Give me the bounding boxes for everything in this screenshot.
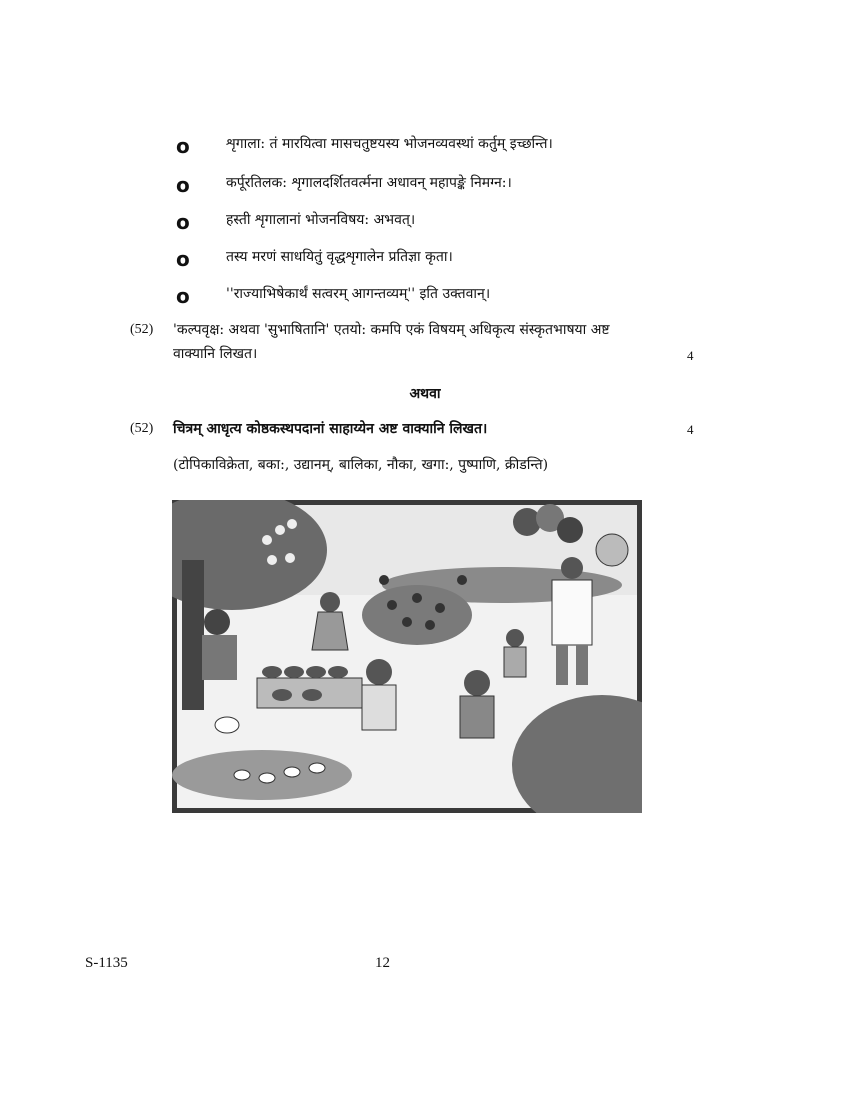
or-divider: अथवा: [409, 386, 441, 402]
question-number: (52): [130, 322, 154, 337]
bullet-text-2: कर्पूरतिलक: शृगालदर्शितवर्त्मना अधावन् महापङ्के निमग्न:।: [226, 175, 512, 191]
bullet-text-1: शृगाला: तं मारयित्वा मासचतुष्टयस्य भोजनव्यवस्थां कर्तुम् इच्छन्ति।: [226, 136, 553, 152]
bullet-marker: o: [176, 173, 190, 197]
word-bank: (टोपिकाविक्रेता, बका:, उद्यानम्, बालिका, नौका, खगा:, पुष्पाणि, क्रीडन्ति): [173, 457, 549, 473]
page-number: 12: [375, 955, 390, 971]
question-marks: 4: [687, 348, 694, 363]
paper-code: S-1135: [85, 955, 128, 971]
park-scene-illustration: [172, 500, 642, 813]
bullet-text-4: तस्य मरणं साधयितुं वृद्धशृगालेन प्रतिज्ञा कृता।: [226, 249, 453, 265]
bullet-marker: o: [176, 284, 190, 308]
bullet-text-3: हस्ती शृगालानां भोजनविषय: अभवत्।: [226, 212, 416, 228]
question-text-line1: 'कल्पवृक्ष: अथवा 'सुभाषितानि' एतयो: कमपि एकं विषयम् अधिकृत्य संस्कृतभाषया अष्ट: [173, 322, 610, 338]
question-number: (52): [130, 421, 154, 436]
question-text: चित्रम् आधृत्य कोष्ठकस्थपदानां साहाय्येन अष्ट वाक्यानि लिखत।: [173, 421, 488, 437]
question-marks: 4: [687, 422, 694, 437]
bullet-marker: o: [176, 247, 190, 271]
bullet-text-5: ''राज्याभिषेकार्थं सत्वरम् आगन्तव्यम्'' इति उक्तवान्।: [226, 286, 491, 302]
bullet-marker: o: [176, 134, 190, 158]
question-text-line2: वाक्यानि लिखत।: [173, 346, 258, 362]
bullet-marker: o: [176, 210, 190, 234]
